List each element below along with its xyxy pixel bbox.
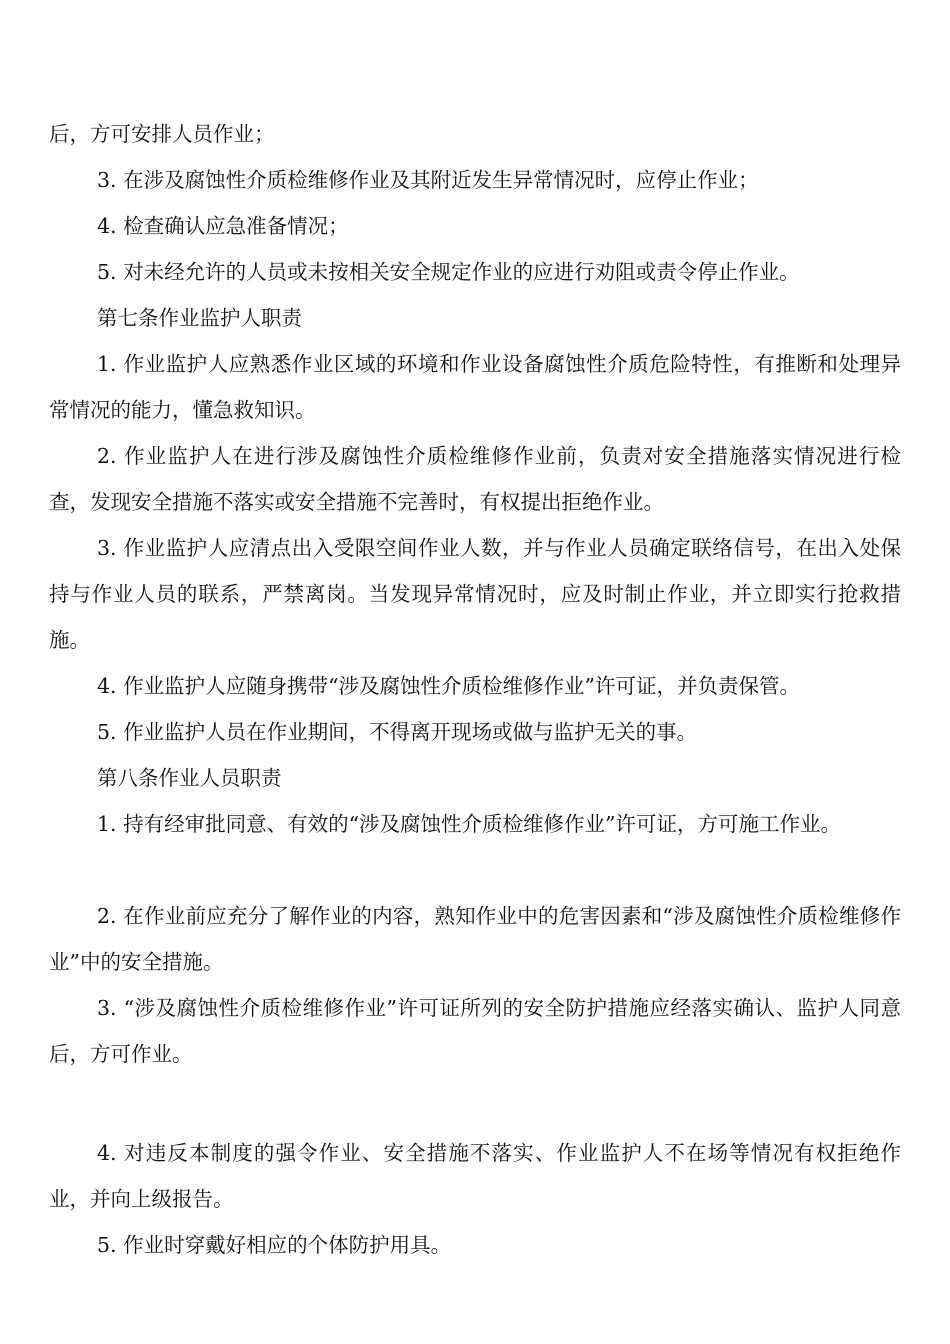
paragraph-worker-2: 2. 在作业前应充分了解作业的内容，熟知作业中的危害因素和“涉及腐蚀性介质检维修作业”中的安全措施。 [49,904,901,974]
paragraph-guardian-3: 3. 作业监护人应清点出入受限空间作业人数，并与作业人员确定联络信号，在出入处保持与作业人员的联系，严禁离岗。当发现异常情况时，应及时制止作业，并立即实行抢救措施。 [49,536,901,652]
paragraph-worker-3: 3. “涉及腐蚀性介质检维修作业”许可证所列的安全防护措施应经落实确认、监护人同意后，方可作业。 [49,996,901,1066]
paragraph-worker-5: 5. 作业时穿戴好相应的个体防护用具。 [97,1233,452,1257]
paragraph-worker-1: 1. 持有经审批同意、有效的“涉及腐蚀性介质检维修作业”许可证，方可施工作业。 [97,812,842,836]
paragraph-item-4-emergency-check: 4. 检查确认应急准备情况； [97,214,349,238]
paragraph-guardian-2: 2. 作业监护人在进行涉及腐蚀性介质检维修作业前，负责对安全措施落实情况进行检查，发现安全措施不落实或安全措施不完善时，有权提出拒绝作业。 [49,444,901,514]
paragraph-worker-4: 4. 对违反本制度的强令作业、安全措施不落实、作业监护人不在场等情况有权拒绝作业，并向上级报告。 [49,1141,901,1211]
section-heading-article-7: 第七条作业监护人职责 [97,306,302,330]
paragraph-guardian-5: 5. 作业监护人员在作业期间，不得离开现场或做与监护无关的事。 [97,720,698,744]
paragraph-guardian-4: 4. 作业监护人应随身携带“涉及腐蚀性介质检维修作业”许可证，并负责保管。 [97,674,801,698]
paragraph-guardian-1: 1. 作业监护人应熟悉作业区域的环境和作业设备腐蚀性介质危险特性，有推断和处理异常情况的能力，懂急救知识。 [49,352,901,422]
paragraph-item-3-abnormal-stop: 3. 在涉及腐蚀性介质检维修作业及其附近发生异常情况时，应停止作业； [97,168,759,192]
paragraph-item-5-dissuade: 5. 对未经允许的人员或未按相关安全规定作业的应进行劝阻或责令停止作业。 [97,260,800,284]
section-heading-article-8: 第八条作业人员职责 [97,766,282,790]
paragraph-continuation: 后，方可安排人员作业； [49,122,275,146]
